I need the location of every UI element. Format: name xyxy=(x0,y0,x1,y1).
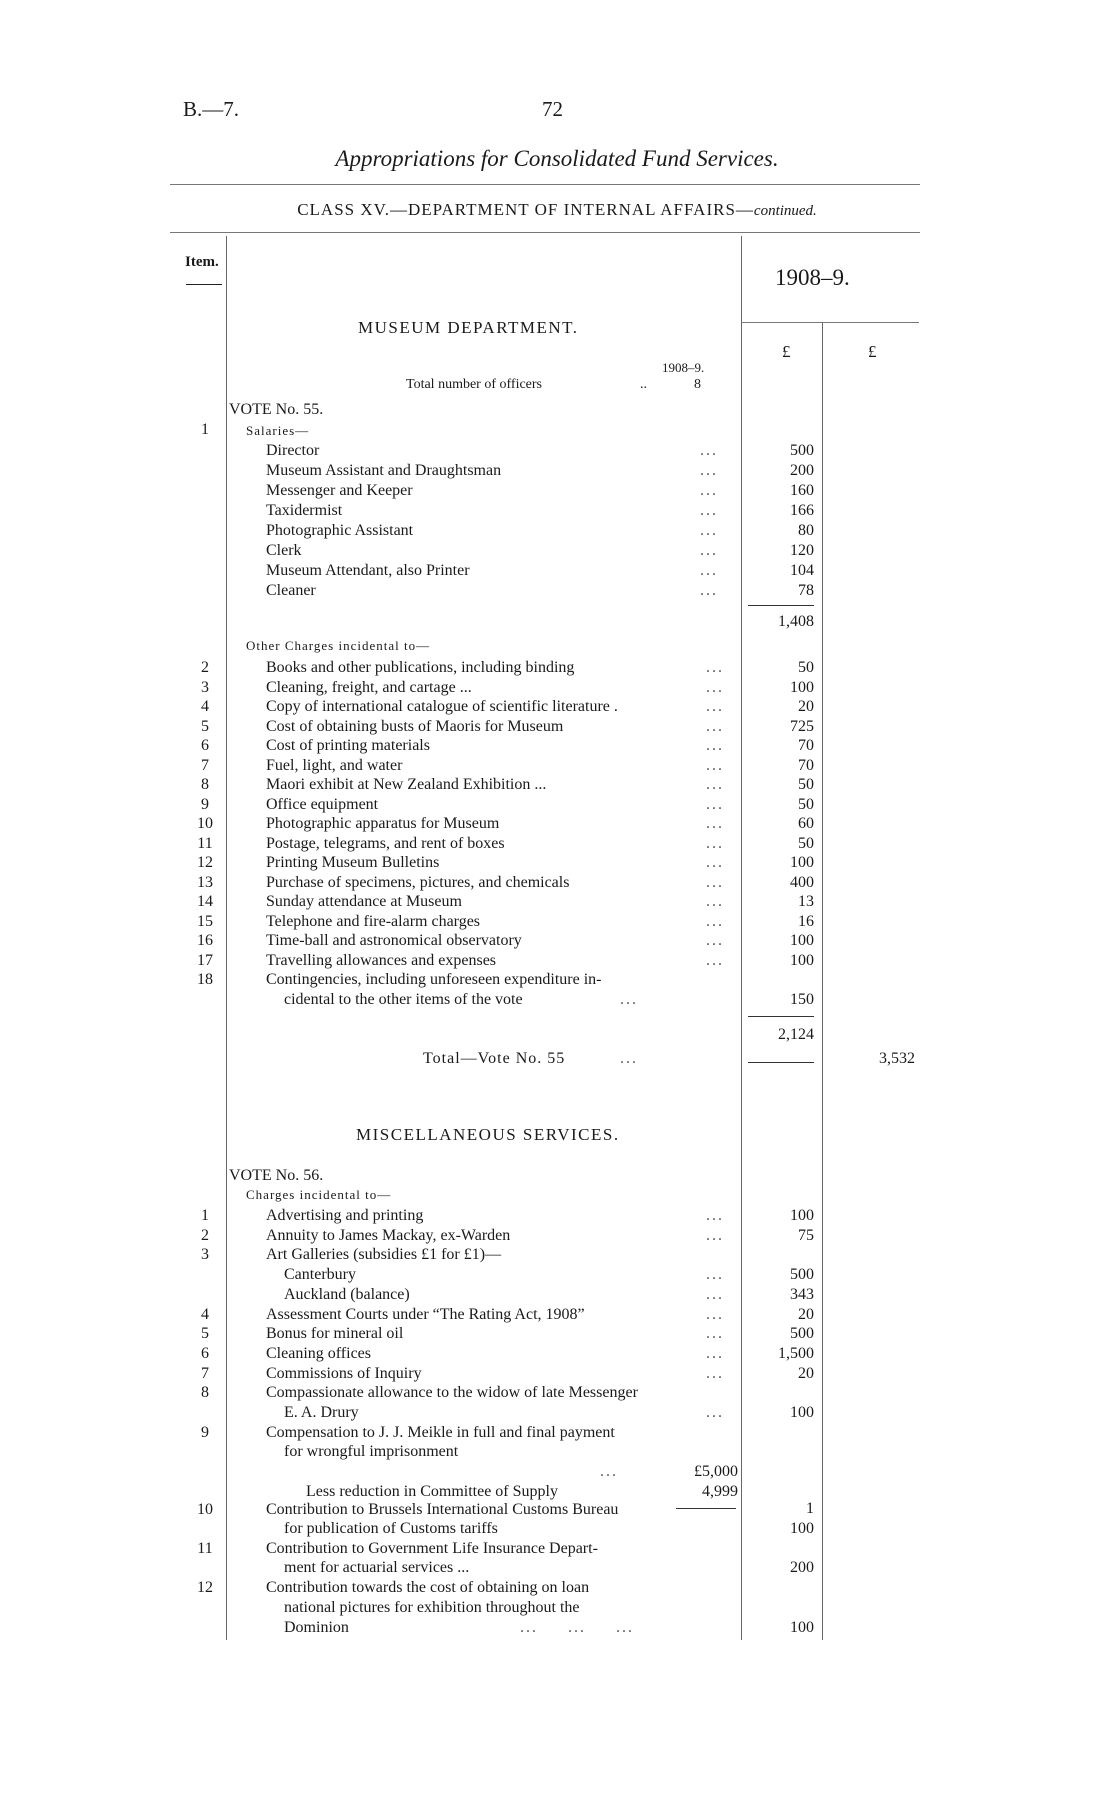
museum-section-title: MUSEUM DEPARTMENT. xyxy=(358,318,579,337)
leader-dots: ... xyxy=(700,502,718,519)
item-amount: 70 xyxy=(798,756,814,774)
item-description: Compassionate allowance to the widow of late Messenger xyxy=(266,1384,638,1402)
item-description: Sunday attendance at Museum xyxy=(266,893,462,910)
charges-heading: Charges incidental to— xyxy=(246,1187,392,1202)
item-description: cidental to the other items of the vote xyxy=(284,991,523,1008)
item-description: Cost of obtaining busts of Maoris for Museum xyxy=(266,717,564,735)
vote-55-total: 3,532 xyxy=(879,1050,915,1067)
item-description: Auckland (balance) xyxy=(284,1285,410,1303)
item-description: Art Galleries (subsidies £1 for £1)— xyxy=(266,1246,502,1264)
item-amount: 100 xyxy=(790,1520,814,1537)
leader-dots: ... xyxy=(706,912,724,930)
leader-dots: ... xyxy=(706,834,724,852)
item-amount: 78 xyxy=(798,582,814,599)
leader-dots: ... xyxy=(706,1285,724,1303)
table-row xyxy=(0,561,1114,581)
leader-dots: ... xyxy=(706,1207,724,1224)
item-amount: 100 xyxy=(790,854,814,871)
item-description: Contingencies, including unforeseen expenditure in- xyxy=(266,971,602,988)
item-amount: 500 xyxy=(790,1266,814,1284)
leader-dots: ... xyxy=(700,462,718,479)
item-description: E. A. Drury xyxy=(284,1404,359,1421)
item-amount: 75 xyxy=(798,1226,814,1244)
item-number: 10 xyxy=(197,1501,213,1518)
table-row xyxy=(0,931,1114,951)
officers-label: Total number of officers xyxy=(406,377,542,392)
table-row xyxy=(0,1285,1114,1305)
table-row xyxy=(0,1442,1114,1462)
vote-56-heading: VOTE No. 56. xyxy=(229,1167,324,1184)
table-row xyxy=(0,1482,1114,1502)
class-heading-text: CLASS XV.—DEPARTMENT OF INTERNAL AFFAIRS— xyxy=(297,200,754,219)
other-charges-heading: Other Charges incidental to— xyxy=(246,638,431,653)
table-row xyxy=(0,970,1114,990)
item-description: Taxidermist xyxy=(266,502,343,519)
item-description: national pictures for exhibition throughout the xyxy=(284,1599,580,1616)
item-description: Bonus for mineral oil xyxy=(266,1325,404,1343)
table-row xyxy=(0,1305,1114,1325)
table-row xyxy=(0,461,1114,481)
item-description: Commissions of Inquiry xyxy=(266,1364,422,1382)
table-row xyxy=(0,892,1114,912)
table-row xyxy=(0,736,1114,756)
salaries-subtotal-rule xyxy=(748,605,814,606)
item-amount: 16 xyxy=(798,912,814,930)
item-number: 7 xyxy=(201,756,209,774)
table-row xyxy=(0,658,1114,678)
table-row xyxy=(0,501,1114,521)
vote-55-total-label: Total—Vote No. 55 xyxy=(423,1050,566,1067)
item-amount: 60 xyxy=(798,815,814,832)
salaries-heading: Salaries— xyxy=(246,423,310,438)
table-row xyxy=(0,795,1114,815)
item-number: 11 xyxy=(197,834,213,852)
leader-dots: ... xyxy=(700,442,718,459)
table-row xyxy=(0,912,1114,932)
item-description: Museum Attendant, also Printer xyxy=(266,562,470,579)
item-amount: 104 xyxy=(790,562,814,579)
leader-dots: ... xyxy=(620,991,638,1008)
table-row xyxy=(0,717,1114,737)
item-description: Purchase of specimens, pictures, and chemicals xyxy=(266,873,570,891)
item-number: 17 xyxy=(197,951,213,969)
item-amount: 100 xyxy=(790,678,814,696)
document-reference: B.—7. xyxy=(183,97,240,121)
item-amount: 80 xyxy=(798,522,814,539)
item-description: Books and other publications, including binding xyxy=(266,659,575,676)
item-amount: 50 xyxy=(798,834,814,852)
item-description: Telephone and fire-alarm charges xyxy=(266,912,481,930)
meikle-net: 1 xyxy=(806,1500,814,1517)
year-column-header: 1908–9. xyxy=(775,265,850,290)
item-number: 8 xyxy=(201,1384,209,1402)
leader-dots: ... xyxy=(700,582,718,599)
item-number: 14 xyxy=(197,893,213,910)
item-amount: 20 xyxy=(798,1305,814,1323)
table-row xyxy=(0,441,1114,461)
item-number: 6 xyxy=(201,737,209,754)
item-description: Travelling allowances and expenses xyxy=(266,951,497,969)
leader-dots: ... xyxy=(706,1226,724,1244)
item-description: Time-ball and astronomical observatory xyxy=(266,932,522,949)
table-row xyxy=(0,814,1114,834)
officers-year: 1908–9. xyxy=(662,360,705,375)
leader-dots: ... xyxy=(706,1325,724,1343)
item-description: Clerk xyxy=(266,542,302,559)
item-description: Advertising and printing xyxy=(266,1207,424,1224)
leader-dots: ... xyxy=(706,1305,724,1323)
table-row xyxy=(0,1265,1114,1285)
leader-dots: ... xyxy=(706,815,724,832)
salaries-item-number: 1 xyxy=(201,421,209,438)
leader-dots: ... xyxy=(706,717,724,735)
table-row xyxy=(0,775,1114,795)
class-rule xyxy=(170,232,920,233)
leader-dots: ... xyxy=(706,1344,724,1362)
leader-dots: ... xyxy=(700,522,718,539)
item-number: 3 xyxy=(201,1246,209,1264)
item-amount: 400 xyxy=(790,873,814,891)
class-heading xyxy=(0,200,1114,220)
item-amount: 100 xyxy=(790,1207,814,1224)
item-amount: 200 xyxy=(790,462,814,479)
table-row xyxy=(0,678,1114,698)
item-number: 1 xyxy=(201,1207,209,1224)
salaries-subtotal: 1,408 xyxy=(778,613,814,630)
leader-dots: ... xyxy=(706,698,724,715)
leader-dots: ... xyxy=(706,873,724,891)
table-row xyxy=(0,1383,1114,1403)
item-amount: 160 xyxy=(790,482,814,499)
table-row xyxy=(0,1578,1114,1598)
misc-section-title: MISCELLANEOUS SERVICES. xyxy=(356,1125,620,1144)
table-row xyxy=(0,1558,1114,1578)
item-amount: 100 xyxy=(790,932,814,949)
item-description: for wrongful imprisonment xyxy=(284,1443,459,1461)
header-rule xyxy=(170,184,920,185)
table-row xyxy=(0,1423,1114,1443)
leader-dots: ... xyxy=(706,756,724,774)
leader-dots: ... xyxy=(706,737,724,754)
item-description: Postage, telegrams, and rent of boxes xyxy=(266,834,505,852)
item-number: 2 xyxy=(201,1226,209,1244)
table-row xyxy=(0,951,1114,971)
item-amount: 500 xyxy=(790,1325,814,1343)
item-amount: 166 xyxy=(790,502,814,519)
item-number: 8 xyxy=(201,776,209,793)
meikle-gross: £5,000 xyxy=(694,1463,738,1480)
item-description: Cost of printing materials xyxy=(266,737,430,754)
item-number: 4 xyxy=(201,1305,209,1323)
item-amount: 50 xyxy=(798,659,814,676)
leader-dots: ... xyxy=(706,1266,724,1284)
table-row xyxy=(0,521,1114,541)
table-row xyxy=(0,1403,1114,1423)
leader-dots: ... ... ... xyxy=(520,1619,634,1636)
item-number: 12 xyxy=(197,1579,213,1596)
item-number: 16 xyxy=(197,932,213,949)
item-header-rule xyxy=(186,284,222,285)
leader-dots: ... xyxy=(700,542,718,559)
table-row xyxy=(0,1364,1114,1384)
item-amount: 20 xyxy=(798,698,814,715)
item-column-header: Item. xyxy=(185,254,219,270)
item-number: 5 xyxy=(201,1325,209,1343)
item-number: 2 xyxy=(201,659,209,676)
vote-55-heading: VOTE No. 55. xyxy=(229,401,324,418)
item-number: 11 xyxy=(197,1540,213,1557)
item-number: 7 xyxy=(201,1364,209,1382)
item-description: Printing Museum Bulletins xyxy=(266,854,440,871)
item-amount: 50 xyxy=(798,795,814,813)
table-row xyxy=(0,541,1114,561)
item-description: Dominion xyxy=(284,1619,349,1636)
item-description: Cleaning offices xyxy=(266,1344,372,1362)
table-row xyxy=(0,581,1114,601)
leader-dots: ... xyxy=(706,678,724,696)
leader-dots: ... xyxy=(706,951,724,969)
item-description: Annuity to James Mackay, ex-Warden xyxy=(266,1226,511,1244)
item-amount: 13 xyxy=(798,893,814,910)
item-number: 6 xyxy=(201,1344,209,1362)
item-description: Cleaner xyxy=(266,582,316,599)
pound-column-1: £ xyxy=(782,342,791,361)
pound-column-2: £ xyxy=(868,342,877,361)
item-amount: 100 xyxy=(790,951,814,969)
item-amount: 150 xyxy=(790,991,814,1008)
item-amount: 20 xyxy=(798,1364,814,1382)
officers-count: 8 xyxy=(694,377,701,392)
item-description: Museum Assistant and Draughtsman xyxy=(266,462,502,479)
item-description: Canterbury xyxy=(284,1266,356,1284)
item-description: Photographic Assistant xyxy=(266,522,414,539)
item-amount: 725 xyxy=(790,717,814,735)
item-amount: 120 xyxy=(790,542,814,559)
item-amount: 500 xyxy=(790,442,814,459)
item-number: 10 xyxy=(197,815,213,832)
item-description: ment for actuarial services ... xyxy=(284,1559,470,1576)
leader-dots: ... xyxy=(700,482,718,499)
meikle-less-label: Less reduction in Committee of Supply xyxy=(306,1483,558,1500)
officers-dots: .. xyxy=(640,377,647,392)
item-number: 9 xyxy=(201,795,209,813)
page-title: Appropriations for Consolidated Fund Services. xyxy=(335,146,779,171)
year-header-rule xyxy=(741,322,919,323)
leader-dots: ... xyxy=(706,1364,724,1382)
item-amount: 100 xyxy=(790,1404,814,1421)
item-number: 13 xyxy=(197,873,213,891)
item-description: Office equipment xyxy=(266,795,379,813)
item-amount: 1,500 xyxy=(778,1344,814,1362)
item-description: Contribution towards the cost of obtaining on loan xyxy=(266,1579,590,1596)
class-heading-suffix: continued. xyxy=(753,203,817,219)
item-number: 9 xyxy=(201,1423,209,1441)
item-description: Photographic apparatus for Museum xyxy=(266,815,500,832)
item-number: 18 xyxy=(197,971,213,988)
leader-dots: ... xyxy=(706,932,724,949)
leader-dots: ... xyxy=(706,854,724,871)
page-number: 72 xyxy=(542,97,563,121)
item-description: Director xyxy=(266,442,320,459)
table-row xyxy=(0,1539,1114,1559)
item-amount: 343 xyxy=(790,1285,814,1303)
item-description: Contribution to Government Life Insurance Depart- xyxy=(266,1540,598,1557)
item-number: 4 xyxy=(201,698,209,715)
item-number: 5 xyxy=(201,717,209,735)
item-amount: 200 xyxy=(790,1559,814,1576)
other-subtotal-rule xyxy=(748,1016,814,1017)
item-description: Maori exhibit at New Zealand Exhibition ... xyxy=(266,776,547,793)
table-row xyxy=(0,1462,1114,1482)
leader-dots: ... xyxy=(600,1463,618,1480)
other-subtotal: 2,124 xyxy=(778,1026,814,1043)
leader-dots: ... xyxy=(706,795,724,813)
item-amount: 100 xyxy=(790,1619,814,1636)
table-row xyxy=(0,756,1114,776)
table-row xyxy=(0,1206,1114,1226)
item-amount: 70 xyxy=(798,737,814,754)
table-row xyxy=(0,1226,1114,1246)
table-row xyxy=(0,853,1114,873)
total-rule xyxy=(748,1062,814,1063)
item-description: Contribution to Brussels International Customs Bureau xyxy=(266,1501,619,1518)
item-number: 12 xyxy=(197,854,213,871)
item-number: 15 xyxy=(197,912,213,930)
item-description: Messenger and Keeper xyxy=(266,482,413,499)
item-description: Compensation to J. J. Meikle in full and final payment xyxy=(266,1423,615,1441)
table-row xyxy=(0,1519,1114,1539)
table-row xyxy=(0,990,1114,1010)
table-row xyxy=(0,697,1114,717)
leader-dots: ... xyxy=(700,562,718,579)
table-row xyxy=(0,1598,1114,1618)
leader-dots: ... xyxy=(620,1050,638,1067)
item-description: Cleaning, freight, and cartage ... xyxy=(266,678,472,696)
leader-dots: ... xyxy=(706,659,724,676)
table-row xyxy=(0,834,1114,854)
table-row xyxy=(0,1344,1114,1364)
table-row xyxy=(0,481,1114,501)
item-description: Assessment Courts under “The Rating Act, 1908” xyxy=(266,1305,585,1323)
table-row xyxy=(0,1500,1114,1520)
item-description: Copy of international catalogue of scientific literature . xyxy=(266,698,618,715)
table-row xyxy=(0,873,1114,893)
leader-dots: ... xyxy=(706,1404,724,1421)
table-row xyxy=(0,1618,1114,1638)
meikle-less: 4,999 xyxy=(702,1483,738,1500)
item-description: for publication of Customs tariffs xyxy=(284,1520,498,1537)
leader-dots: ... xyxy=(706,893,724,910)
table-row xyxy=(0,1245,1114,1265)
item-description: Fuel, light, and water xyxy=(266,756,403,774)
item-number: 3 xyxy=(201,678,209,696)
leader-dots: ... xyxy=(706,776,724,793)
item-amount: 50 xyxy=(798,776,814,793)
table-row xyxy=(0,1324,1114,1344)
